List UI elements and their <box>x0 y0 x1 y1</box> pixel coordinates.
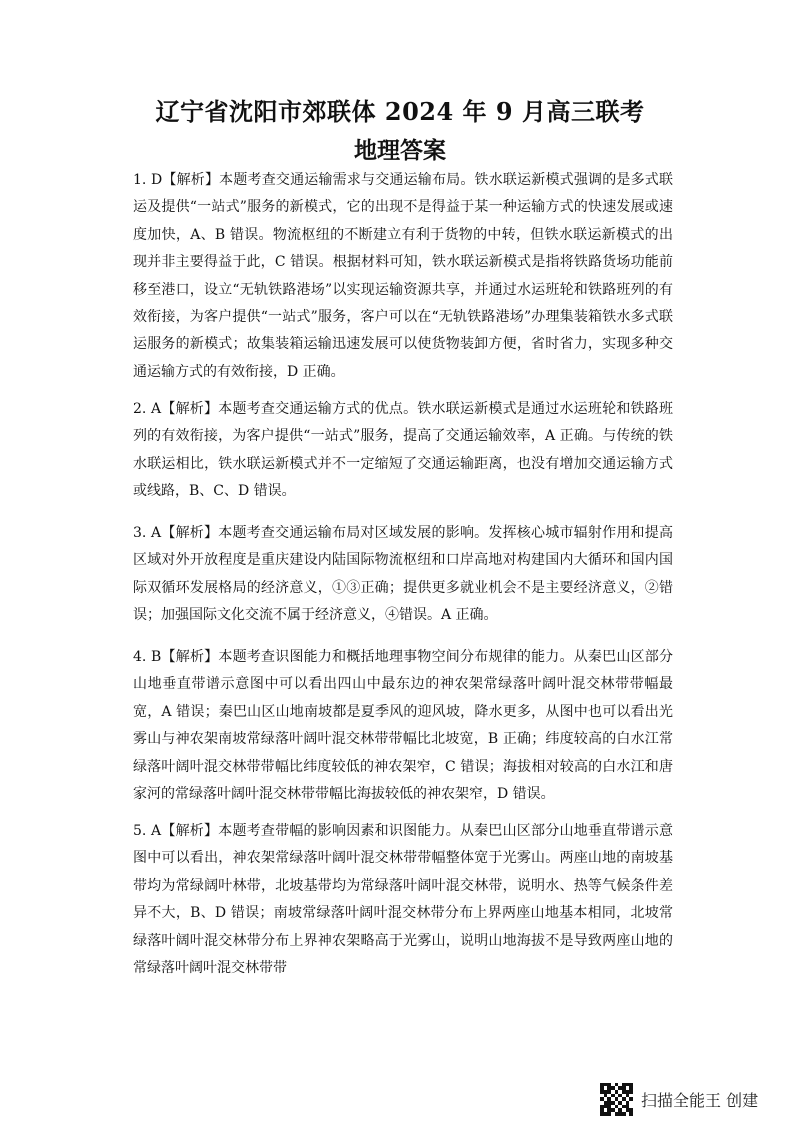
answer-3: 3. A【解析】本题考查交通运输布局对区域发展的影响。发挥核心城市辐射作用和提高区域对外开放程度是重庆建设内陆国际物流枢纽和口岸高地对构建国内大循环和国内国际双循环发展格局的经济意义，①③正确；提供更多就业机会不是主要经济意义，②错误；加强国际文化交流不属于经济意义，④错误。A 正确。 <box>133 525 673 624</box>
page-subtitle: 地理答案 <box>354 137 446 164</box>
answer-2: 2. A【解析】本题考查交通运输方式的优点。铁水联运新模式是通过水运班轮和铁路班列的有效衔接，为客户提供“一站式”服务，提高了交通运输效率，A 正确。与传统的铁水联运相比，铁水联运新模式并不一定缩短了交通运输距离，也没有增加交通运输方式或线路，B、C、D 错误。 <box>133 401 673 500</box>
page-title: 辽宁省沈阳市郊联体 2024 年 9 月高三联考 <box>155 97 645 126</box>
scanner-watermark-text: 扫描全能王 创建 <box>641 1090 759 1110</box>
answer-5: 5. A【解析】本题考查带幅的影响因素和识图能力。从秦巴山区部分山地垂直带谱示意图中可以看出，神农架常绿落叶阔叶混交林带带幅整体宽于光雾山。两座山地的南坡基带均为常绿阔叶林带，北坡基带均为常绿落叶阔叶混交林带，说明水、热等气候条件差异不大，B、D 错误；南坡常绿落叶阔叶混交林带分布上界两座山地基本相同，北坡常绿落叶阔叶混交林带分布上界神农架略高于光雾山，说明山地海拔不是导致两座山地的常绿落叶阔叶混交林带带 <box>133 823 673 977</box>
qr-code-icon <box>600 1083 633 1116</box>
answer-4: 4. B【解析】本题考查识图能力和概括地理事物空间分布规律的能力。从秦巴山区部分山地垂直带谱示意图中可以看出四山中最东边的神农架常绿落叶阔叶混交林带带幅最宽，A 错误；秦巴山区山地南坡都是夏季风的迎风坡，降水更多，从图中也可以看出光雾山与神农架南坡常绿落叶阔叶混交林带带幅比北坡宽，B 正确；纬度较高的白水江常绿落叶阔叶混交林带带幅比纬度较低的神农架窄，C 错误；海拔相对较高的白水江和唐家河的常绿落叶阔叶混交林带带幅比海拔较低的神农架窄，D 错误。 <box>133 649 673 803</box>
answer-1: 1. D【解析】本题考查交通运输需求与交通运输布局。铁水联运新模式强调的是多式联运及提供“一站式”服务的新模式，它的出现不是得益于某一种运输方式的快速发展或速度加快，A、B 错误。物流枢纽的不断建立有利于货物的中转，但铁水联运新模式的出现并非主要得益于此，C 错误。根据材料可知，铁水联运新模式是指将铁路货场功能前移至港口，设立“无轨铁路港场”以实现运输资源共享，并通过水运班轮和铁路班列的有效衔接，为客户提供“一站式”服务，客户可以在“无轨铁路港场”办理集装箱铁水多式联运服务的新模式；故集装箱运输迅速发展可以使货物装卸方便，省时省力，实现多种交通运输方式的有效衔接，D 正确。 <box>133 172 673 380</box>
scanner-watermark <box>600 1082 758 1116</box>
